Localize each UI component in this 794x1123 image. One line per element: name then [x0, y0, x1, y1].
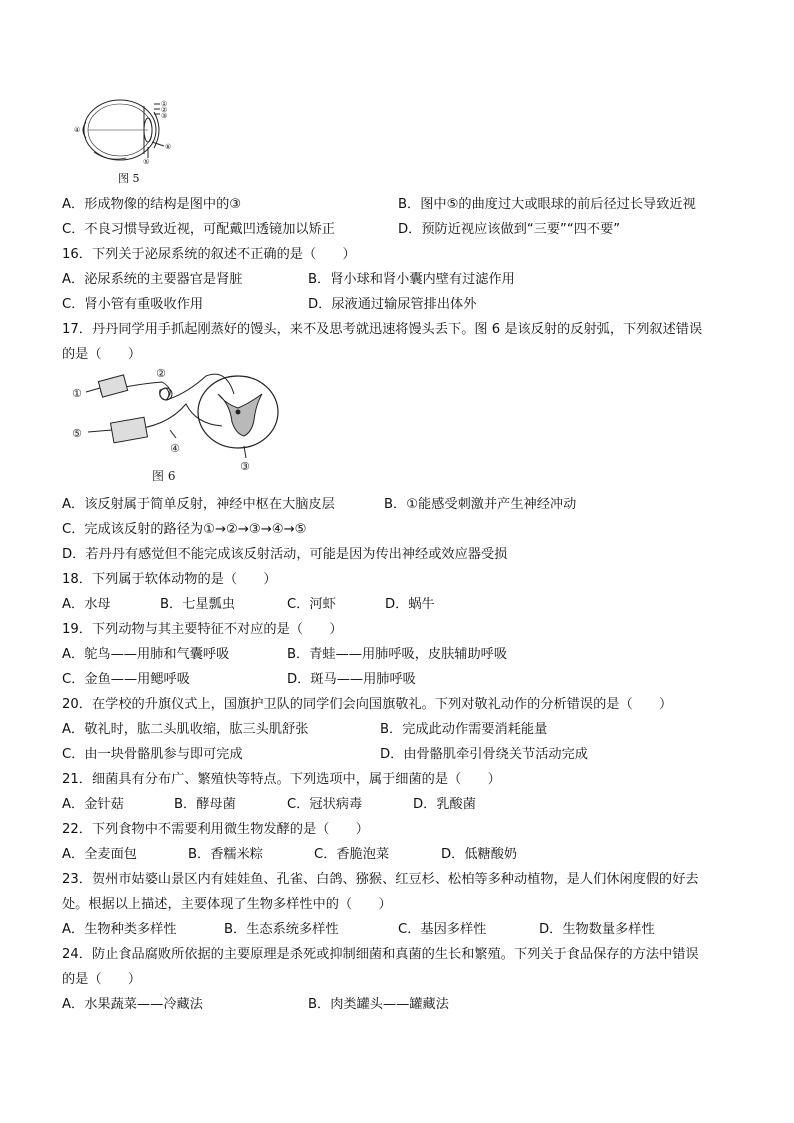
q20-option-c: C．由一块骨骼肌参与即可完成 — [62, 747, 243, 762]
q18-option-a: A．水母 — [62, 597, 111, 612]
q23-option-d: D．生物数量多样性 — [539, 922, 655, 937]
fig5-label-6: ⑥ — [165, 143, 172, 151]
q19-stem: 19．下列动物与其主要特征不对应的是（ ） — [62, 622, 343, 637]
figure-6 — [66, 364, 292, 488]
q23-stem-line1: 23．贺州市姑婆山景区内有娃娃鱼、孔雀、白鸽、猕猴、红豆杉、松柏等多种动植物，是人们休闲度假的好去 — [62, 872, 699, 887]
q17-stem-line1: 17．丹丹同学用手抓起刚蒸好的馒头，来不及思考就迅速将馒头丢下。图 6 是该反射的反射弧，下列叙述错误 — [62, 322, 703, 337]
q19-option-c: C．金鱼——用鳃呼吸 — [62, 672, 190, 687]
q19-option-a: A．鸵鸟——用肺和气囊呼吸 — [62, 647, 230, 662]
q22-option-c: C．香脆泡菜 — [314, 847, 390, 862]
q24-stem-line1: 24．防止食品腐败所依据的主要原理是杀死或抑制细菌和真菌的生长和繁殖。下列关于食品保存的方法中错误 — [62, 947, 699, 962]
q17-option-b: B．①能感受刺激并产生神经冲动 — [384, 497, 577, 512]
reflex-arc-diagram — [66, 364, 292, 488]
q23-option-b: B．生态系统多样性 — [224, 922, 339, 937]
figure-5-caption: 图 5 — [118, 172, 140, 185]
q23-option-c: C．基因多样性 — [398, 922, 487, 937]
q24-option-b: B．肉类罐头——罐藏法 — [308, 997, 449, 1012]
q16-stem: 16．下列关于泌尿系统的叙述不正确的是（ ） — [62, 247, 356, 262]
q22-stem: 22．下列食物中不需要利用微生物发酵的是（ ） — [62, 822, 369, 837]
q16-option-c: C．肾小管有重吸收作用 — [62, 297, 204, 312]
q15-option-c: C．不良习惯导致近视，可配戴凹透镜加以矫正 — [62, 222, 335, 237]
q15-option-b: B．图中⑤的曲度过大或眼球的前后径过长导致近视 — [398, 197, 696, 212]
q21-option-b: B．酵母菌 — [174, 797, 236, 812]
q17-option-c: C．完成该反射的路径为①→②→③→④→⑤ — [62, 522, 307, 537]
fig6-label-1: ① — [72, 387, 82, 400]
q22-option-b: B．香糯米粽 — [188, 847, 263, 862]
fig6-label-3: ③ — [240, 460, 250, 473]
q16-option-a: A．泌尿系统的主要器官是肾脏 — [62, 272, 243, 287]
q16-option-b: B．肾小球和肾小囊内壁有过滤作用 — [308, 272, 515, 287]
q24-option-a: A．水果蔬菜——冷藏法 — [62, 997, 203, 1012]
q21-option-d: D．乳酸菌 — [413, 797, 476, 812]
q16-option-d: D．尿液通过输尿管排出体外 — [308, 297, 477, 312]
q19-option-b: B．青蛙——用肺呼吸，皮肤辅助呼吸 — [287, 647, 508, 662]
fig6-label-2: ② — [156, 367, 166, 380]
q17-option-d: D．若丹丹有感觉但不能完成该反射活动，可能是因为传出神经或效应器受损 — [62, 547, 508, 562]
fig5-label-3: ③ — [161, 112, 168, 120]
q20-option-a: A．敬礼时，肱二头肌收缩，肱三头肌舒张 — [62, 722, 309, 737]
fig6-label-5: ⑤ — [72, 427, 82, 440]
q17-option-a: A．该反射属于简单反射，神经中枢在大脑皮层 — [62, 497, 335, 512]
fig5-label-5: ⑤ — [143, 158, 150, 166]
q21-stem: 21．细菌具有分布广、繁殖快等特点。下列选项中，属于细菌的是（ ） — [62, 772, 501, 787]
q18-option-b: B．七星瓢虫 — [160, 597, 235, 612]
q18-stem: 18．下列属于软体动物的是（ ） — [62, 572, 277, 587]
q24-stem-line2: 的是（ ） — [62, 972, 142, 987]
q21-option-a: A．金针菇 — [62, 797, 124, 812]
q20-stem: 20．在学校的升旗仪式上，国旗护卫队的同学们会向国旗敬礼。下列对敬礼动作的分析错误的是（ ） — [62, 697, 673, 712]
q15-option-a: A．形成物像的结构是图中的③ — [62, 197, 242, 212]
q20-option-d: D．由骨骼肌牵引骨绕关节活动完成 — [380, 747, 588, 762]
q23-option-a: A．生物种类多样性 — [62, 922, 177, 937]
q20-option-b: B．完成此动作需要消耗能量 — [380, 722, 548, 737]
q17-stem-line2: 的是（ ） — [62, 347, 142, 362]
q23-stem-line2: 处。根据以上描述，主要体现了生物多样性中的（ ） — [62, 897, 392, 912]
q22-option-a: A．全麦面包 — [62, 847, 137, 862]
q18-option-c: C．河虾 — [287, 597, 336, 612]
fig6-caption: 图 6 — [152, 469, 176, 483]
q18-option-d: D．蜗牛 — [385, 597, 435, 612]
fig5-label-1: ① — [161, 100, 168, 108]
fig5-label-4: ④ — [74, 126, 81, 134]
q19-option-d: D．斑马——用肺呼吸 — [287, 672, 416, 687]
fig5-label-2: ② — [161, 106, 168, 114]
q21-option-c: C．冠状病毒 — [287, 797, 363, 812]
q15-option-d: D．预防近视应该做到“三要”“四不要” — [398, 222, 621, 237]
q22-option-d: D．低糖酸奶 — [441, 847, 518, 862]
fig6-label-4: ④ — [170, 442, 180, 455]
